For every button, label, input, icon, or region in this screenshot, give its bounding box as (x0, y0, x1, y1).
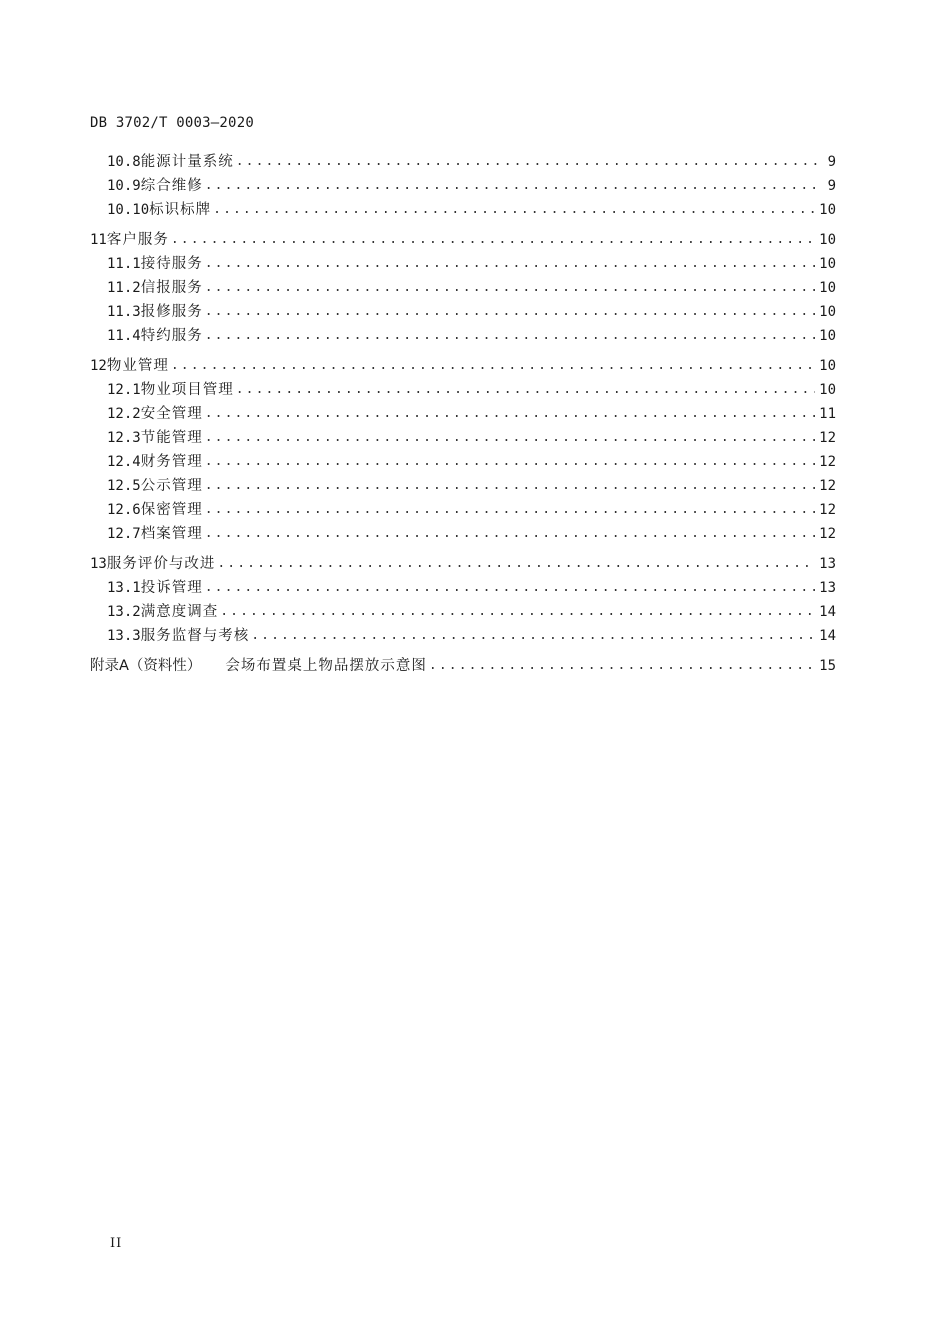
toc-dot-leader (171, 354, 815, 378)
toc-entry[interactable] (90, 474, 836, 498)
toc-entry[interactable] (90, 522, 836, 546)
toc-entry-title: 信报服务 (140, 280, 203, 296)
toc-entry-page: 12 (819, 502, 836, 518)
toc-entry-page: 9 (827, 154, 836, 170)
toc-entry-number: 12.3 (107, 430, 141, 446)
toc-entry-page: 13 (819, 580, 836, 596)
toc-dot-leader (205, 498, 815, 522)
toc-dot-leader (220, 600, 815, 624)
toc-dot-leader (205, 276, 815, 300)
toc-entry-title: 财务管理 (140, 454, 203, 470)
toc-entry-number: 10.8 (107, 154, 141, 170)
toc-entry-number: 12.5 (107, 478, 141, 494)
toc-entry[interactable] (90, 378, 836, 402)
toc-dot-leader (236, 378, 815, 402)
toc-entry-title: 物业项目管理 (140, 382, 234, 398)
toc-entry[interactable] (90, 354, 836, 378)
toc-entry-number: 13.2 (107, 604, 141, 620)
toc-entry-page: 14 (819, 628, 836, 644)
toc-entry-title: 接待服务 (140, 256, 203, 272)
toc-entry-page: 12 (819, 526, 836, 542)
toc-dot-leader (429, 654, 815, 678)
toc-dot-leader (205, 174, 822, 198)
toc-entry-title: 特约服务 (140, 328, 203, 344)
toc-entry-page: 10 (819, 232, 836, 248)
toc-entry-page: 13 (819, 556, 836, 572)
toc-entry[interactable] (90, 624, 836, 648)
toc-entry-page: 11 (819, 406, 836, 422)
toc-dot-leader (205, 252, 815, 276)
toc-entry[interactable] (90, 228, 836, 252)
toc-entry-number: 12.7 (107, 526, 141, 542)
toc-entry[interactable] (90, 324, 836, 348)
toc-entry-number: 13.1 (107, 580, 141, 596)
toc-entry-page: 9 (827, 178, 836, 194)
toc-entry[interactable] (90, 600, 836, 624)
toc-entry-page: 15 (819, 658, 836, 674)
toc-entry-number: 11.3 (107, 304, 141, 320)
page-number: II (110, 1236, 123, 1251)
toc-entry[interactable] (90, 150, 836, 174)
toc-entry-number: 13 (90, 556, 107, 572)
toc-entry-page: 10 (819, 280, 836, 296)
toc-entry-title: 标识标牌 (149, 202, 212, 218)
toc-entry-page: 10 (819, 202, 836, 218)
toc-entry-title: 投诉管理 (140, 580, 203, 596)
toc-entry[interactable] (90, 576, 836, 600)
toc-entry[interactable] (90, 276, 836, 300)
toc-entry-title: 报修服务 (140, 304, 203, 320)
toc-entry-number: 12.1 (107, 382, 141, 398)
table-of-contents (90, 150, 836, 678)
toc-entry-number: 12.2 (107, 406, 141, 422)
toc-entry-number: 11.2 (107, 280, 141, 296)
toc-dot-leader (217, 552, 815, 576)
toc-entry-page: 12 (819, 430, 836, 446)
toc-entry-page: 10 (819, 304, 836, 320)
toc-entry-title: 服务评价与改进 (106, 556, 216, 572)
toc-entry-page: 12 (819, 478, 836, 494)
toc-entry-title: 公示管理 (140, 478, 203, 494)
toc-entry[interactable] (90, 450, 836, 474)
toc-entry[interactable] (90, 198, 836, 222)
toc-dot-leader (171, 228, 815, 252)
document-code: DB 3702/T 0003—2020 (90, 115, 254, 131)
toc-entry-title: 档案管理 (140, 526, 203, 542)
toc-entry-number: 12 (90, 358, 107, 374)
toc-entry-page: 10 (819, 358, 836, 374)
toc-entry[interactable] (90, 426, 836, 450)
toc-entry-title: 安全管理 (140, 406, 203, 422)
toc-entry-title: 满意度调查 (140, 604, 219, 620)
toc-dot-leader (205, 426, 815, 450)
toc-dot-leader (205, 522, 815, 546)
toc-entry-title: 综合维修 (140, 178, 203, 194)
toc-dot-leader (205, 450, 815, 474)
toc-dot-leader (205, 402, 815, 426)
toc-entry-title: 服务监督与考核 (140, 628, 250, 644)
toc-entry[interactable] (90, 300, 836, 324)
toc-dot-leader (205, 474, 815, 498)
toc-entry-title: 物业管理 (106, 358, 169, 374)
toc-entry-title: 节能管理 (140, 430, 203, 446)
toc-entry-number: 12.6 (107, 502, 141, 518)
toc-dot-leader (205, 300, 815, 324)
toc-entry-number: 11.4 (107, 328, 141, 344)
toc-appendix-entry[interactable] (90, 654, 836, 678)
toc-entry-page: 14 (819, 604, 836, 620)
toc-entry[interactable] (90, 498, 836, 522)
toc-entry[interactable] (90, 174, 836, 198)
toc-dot-leader (213, 198, 815, 222)
toc-entry-title: 能源计量系统 (140, 154, 234, 170)
toc-entry[interactable] (90, 252, 836, 276)
toc-dot-leader (205, 576, 815, 600)
toc-entry-number: 13.3 (107, 628, 141, 644)
toc-entry-page: 10 (819, 256, 836, 272)
toc-entry-number: 10.10 (107, 202, 150, 218)
toc-entry-title: 会场布置桌上物品摆放示意图 (225, 658, 427, 674)
toc-dot-leader (205, 324, 815, 348)
toc-entry-title: 保密管理 (140, 502, 203, 518)
toc-entry-page: 10 (819, 382, 836, 398)
toc-entry-number: 附录A（资料性） (90, 658, 202, 674)
toc-entry-page: 10 (819, 328, 836, 344)
toc-entry-number: 11 (90, 232, 107, 248)
toc-dot-leader (251, 624, 815, 648)
toc-entry-number: 11.1 (107, 256, 141, 272)
toc-entry-page: 12 (819, 454, 836, 470)
toc-entry-title: 客户服务 (106, 232, 169, 248)
toc-dot-leader (236, 150, 822, 174)
toc-entry[interactable] (90, 552, 836, 576)
toc-entry-number: 10.9 (107, 178, 141, 194)
toc-entry[interactable] (90, 402, 836, 426)
toc-entry-number: 12.4 (107, 454, 141, 470)
